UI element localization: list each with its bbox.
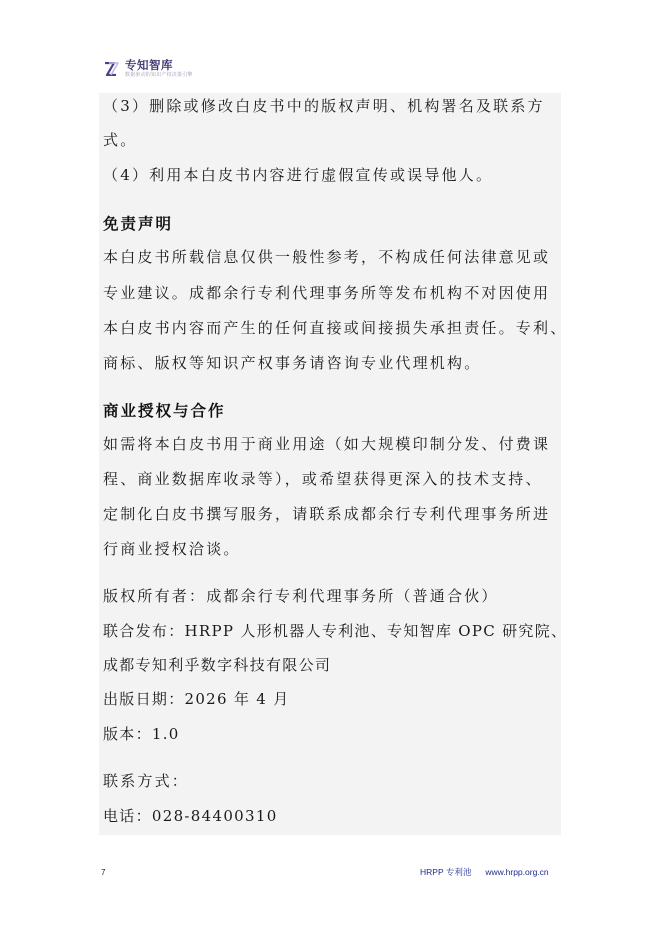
commercial-heading: 商业授权与合作 (103, 402, 226, 420)
copyright-owner-line: 版权所有者：成都余行专利代理事务所（普通合伙） (103, 587, 499, 605)
phone-line: 电话：028-84400310 (103, 807, 278, 825)
intro-line: 式。 (103, 131, 138, 149)
publication-date-line: 出版日期：2026 年 4 月 (103, 690, 290, 708)
contact-heading: 联系方式： (103, 772, 190, 790)
disclaimer-line: 本白皮书内容而产生的任何直接或间接损失承担责任。专利、 (103, 319, 568, 337)
footer-brand: HRPP 专利池 (420, 867, 472, 877)
commercial-line: 行商业授权洽谈。 (103, 540, 241, 558)
footer-links (420, 866, 549, 878)
disclaimer-line: 商标、版权等知识产权事务请咨询专业代理机构。 (103, 354, 482, 372)
commercial-line: 如需将本白皮书用于商业用途（如大规模印制分发、付费课 (103, 435, 551, 453)
disclaimer-line: 专业建议。成都余行专利代理事务所等发布机构不对因使用 (103, 284, 551, 302)
header-logo (104, 58, 193, 80)
zz-mark-icon (104, 62, 120, 76)
intro-line: （3）删除或修改白皮书中的版权声明、机构署名及联系方 (103, 97, 545, 115)
disclaimer-heading: 免责声明 (103, 215, 174, 233)
co-publisher-line: 联合发布：HRPP 人形机器人专利池、专知智库 OPC 研究院、 (103, 622, 568, 640)
logo-subtitle: 数据驱动的知识产权决策引擎 (125, 72, 193, 79)
commercial-line: 定制化白皮书撰写服务，请联系成都余行专利代理事务所进 (103, 505, 551, 523)
commercial-line: 程、商业数据库收录等），或希望获得更深入的技术支持、 (103, 470, 543, 488)
version-line: 版本：1.0 (103, 725, 180, 743)
footer-url[interactable]: www.hrpp.org.cn (485, 867, 549, 877)
intro-line: （4）利用本白皮书内容进行虚假宣传或误导他人。 (103, 166, 494, 184)
logo-name: 专知智库 (125, 57, 173, 72)
page-number: 7 (101, 868, 106, 877)
disclaimer-line: 本白皮书所载信息仅供一般性参考，不构成任何法律意见或 (103, 248, 551, 266)
co-publisher-line: 成都专知利乎数字科技有限公司 (103, 656, 332, 674)
